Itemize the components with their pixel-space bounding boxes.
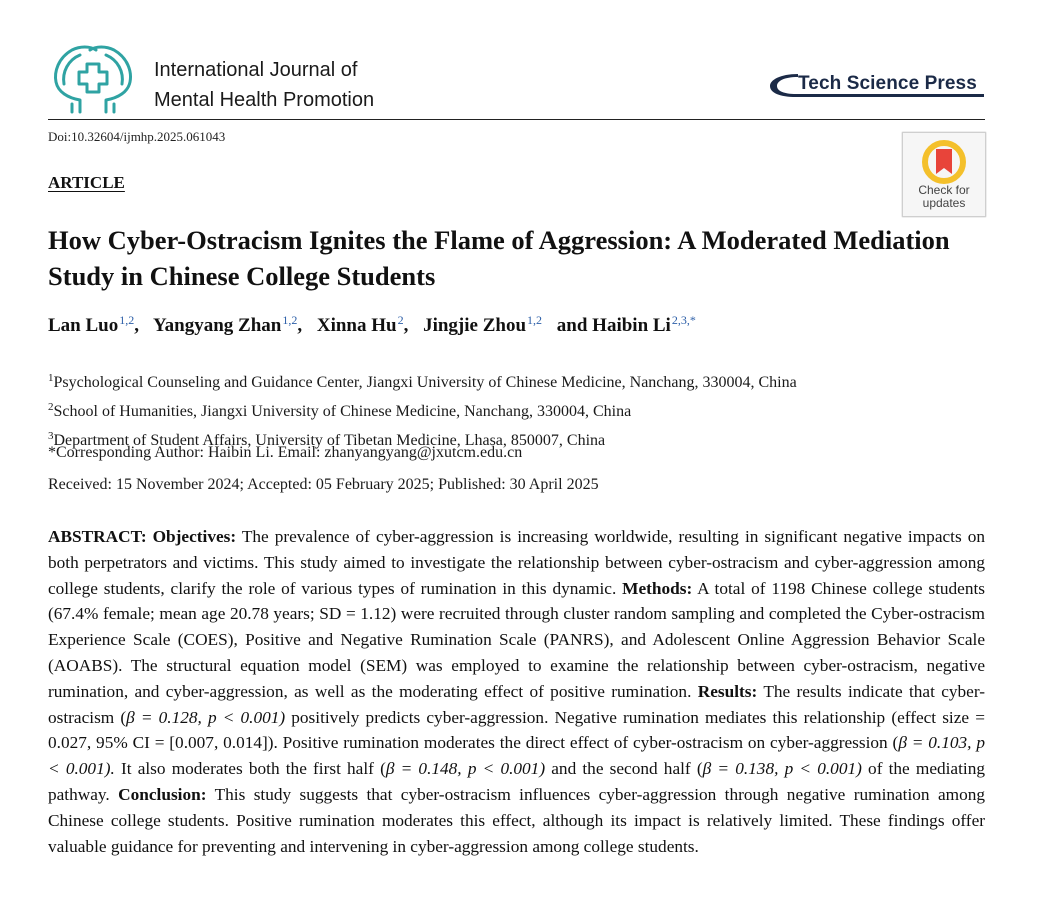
methods-label: Methods: xyxy=(622,578,693,598)
publisher-logo xyxy=(768,70,986,100)
crossmark-icon xyxy=(922,140,966,184)
publication-dates: Received: 15 November 2024; Accepted: 05 February 2025; Published: 30 April 2025 xyxy=(48,476,599,493)
header-divider xyxy=(48,119,985,120)
journal-name-line2: Mental Health Promotion xyxy=(154,89,375,111)
abstract-label: ABSTRACT: xyxy=(48,527,147,546)
journal-name-line1: International Journal of xyxy=(154,59,358,81)
check-for-updates-line2: updates xyxy=(922,196,966,210)
conclusion-label: Conclusion: xyxy=(118,784,207,804)
objectives-label: Objectives: xyxy=(152,527,237,546)
check-for-updates-text xyxy=(903,184,985,210)
author[interactable]: Lan Luo$^{1,2}$, xyxy=(48,313,139,336)
check-for-updates-badge[interactable] xyxy=(902,132,986,217)
journal-name xyxy=(154,55,374,115)
methods-text: A total of 1198 Chinese college students (67.4% female; mean age 20.78 years; SD = 1.12) were recruited through cluster random sampling and completed the Cyber-ostracism Experience Scale (COES), Positive and Negative Rumination Scale (PANRS), and Adolescent Online Aggression Behavior Scale (AOABS). The structural equation model (SEM) was employed to examine the relationship between cyber-ostracism, negative rumination, and cyber-aggression, as well as the moderating effect of positive rumination. xyxy=(48,578,985,701)
affiliation: $^3$Department of Student Affairs, University of Tibetan Medicine, Lhasa, 850007, China xyxy=(48,430,606,449)
affiliation: $^1$Psychological Counseling and Guidance Center, Jiangxi University of Chinese Medicine, Nanchang, 330004, China xyxy=(48,372,797,391)
author[interactable]: Jingjie Zhou$^{1,2}$ xyxy=(423,313,543,336)
publisher-name: Tech Science Press xyxy=(798,73,977,94)
author[interactable]: Yangyang Zhan$^{1,2}$, xyxy=(153,313,303,336)
author[interactable]: Xinna Hu$^2$, xyxy=(316,313,409,336)
medical-cross-heads-icon xyxy=(50,42,136,116)
article-type: ARTICLE xyxy=(48,173,125,192)
affiliations xyxy=(48,366,797,453)
results-label: Results: xyxy=(697,681,758,701)
journal-logo xyxy=(50,42,136,116)
objectives-text: The prevalence of cyber-aggression is increasing worldwide, resulting in significant negative impacts on both perpetrators and victims. This study aimed to investigate the relationship between cyber-ostracism and cyber-aggression among college students, clarify the role of various types of rumination in this dynamic. xyxy=(48,527,985,598)
check-for-updates-line1: Check for xyxy=(918,183,970,197)
conclusion-text: This study suggests that cyber-ostracism influences cyber-aggression through negative rumination among Chinese college students. Positive rumination moderates this effect, although its impact is relatively limited. These findings offer valuable guidance for preventing and intervening in cyber-aggression among college students. xyxy=(48,784,985,856)
affiliation: $^2$School of Humanities, Jiangxi University of Chinese Medicine, Nanchang, 330004, China xyxy=(48,401,632,420)
abstract: ABSTRACT: Objectives: The prevalence of cyber-aggression is increasing worldwide, resulting in significant negative impacts on both perpetrators and victims. This study aimed to investigate the relationship between cyber-ostracism and cyber-aggression among college students, clarify the role of various types of rumination in this dynamic. Methods: A total of 1198 Chinese college students (67.4% female; mean age 20.78 years; SD = 1.12) were recruited through cluster random sampling and completed the Cyber-ostracism Experience Scale (COES), Positive and Negative Rumination Scale (PANRS), and Adolescent Online Aggression Behavior Scale (AOABS). The structural equation model (SEM) was employed to examine the relationship between cyber-ostracism, negative rumination, and cyber-aggression, as well as the moderating effect of positive rumination. Results: The results indicate that cyber-ostracism (β = 0.128, p < 0.001) positively predicts cyber-aggression. Negative rumination mediates this relationship (effect size = 0.027, 95% CI = [0.007, 0.014]). Positive rumination moderates the direct effect of cyber-ostracism on cyber-aggression (β = 0.103, p < 0.001). It also moderates both the first half (β = 0.148, p < 0.001) and the second half (β = 0.138, p < 0.001) of the mediating pathway. Conclusion: This study suggests that cyber-ostracism influences cyber-aggression through negative rumination among Chinese college students. Positive rumination moderates this effect, although its impact is relatively limited. These findings offer valuable guidance for preventing and intervening in cyber-aggression among college students. xyxy=(48,527,986,856)
corresponding-author: *Corresponding Author: Haibin Li. Email: zhanyangyang@jxutcm.edu.cn xyxy=(48,444,523,461)
paper-title: How Cyber-Ostracism Ignites the Flame of Aggression: A Moderated Mediation Study in Chinese College Students xyxy=(48,225,950,291)
doi[interactable]: Doi:10.32604/ijmhp.2025.061043 xyxy=(48,129,226,144)
author-list xyxy=(48,313,696,337)
author[interactable]: and Haibin $Li^{2,3,*}$ xyxy=(556,313,696,336)
